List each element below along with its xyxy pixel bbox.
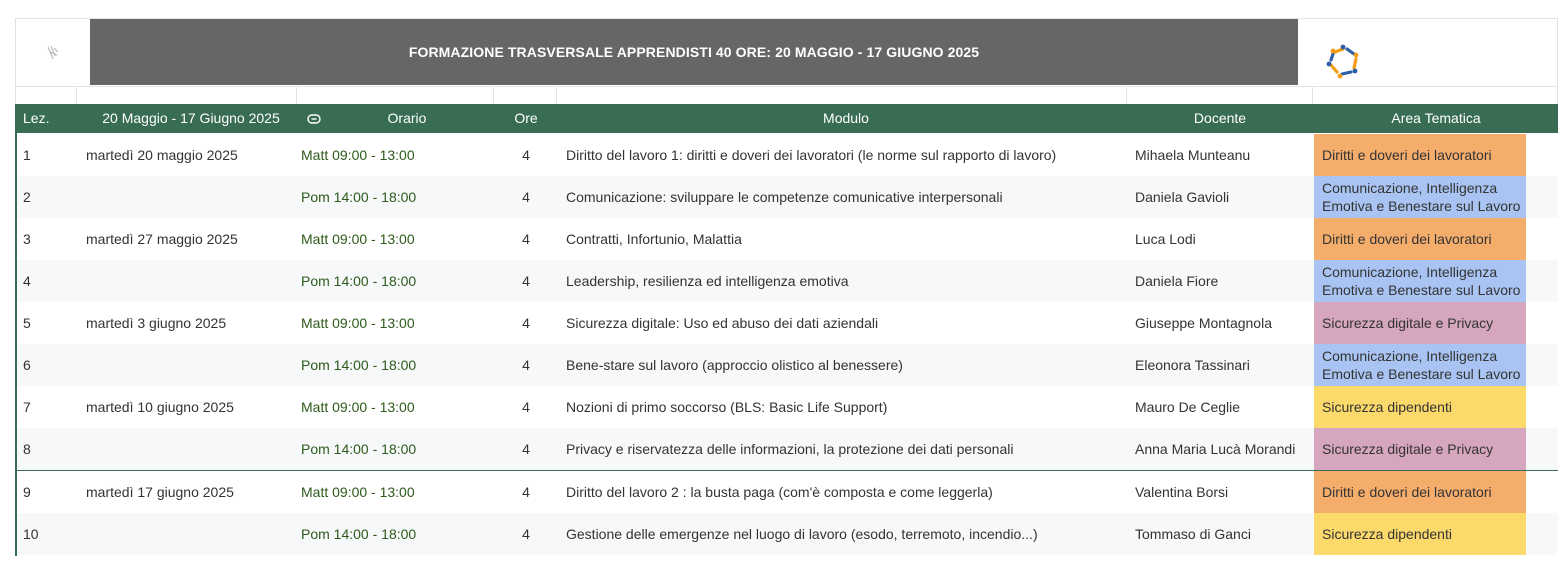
lesson-hours: 4 [522, 189, 530, 205]
lesson-hours: 4 [522, 441, 530, 457]
lesson-number: 6 [23, 357, 31, 373]
page-title: FORMAZIONE TRASVERSALE APPRENDISTI 40 ORE: 20 MAGGIO - 17 GIUGNO 2025 [408, 44, 980, 60]
lesson-number: 10 [23, 526, 39, 542]
filter-chip-icon[interactable] [307, 114, 321, 124]
lesson-hours: 4 [522, 231, 530, 247]
grid-line [76, 86, 77, 104]
lesson-time: Matt 09:00 - 13:00 [301, 484, 415, 500]
lesson-area: Diritti e doveri dei lavoratori [1314, 218, 1526, 260]
lesson-module: Privacy e riservatezza delle informazioni, la protezione dei dati personali [566, 441, 1014, 457]
table-header [17, 104, 1558, 133]
lesson-area: Sicurezza digitale e Privacy [1314, 428, 1526, 470]
lesson-date: martedì 20 maggio 2025 [86, 147, 238, 163]
lesson-teacher: Tommaso di Ganci [1135, 526, 1251, 542]
lesson-hours: 4 [522, 484, 530, 500]
page-title-banner [90, 19, 1298, 85]
lesson-time: Matt 09:00 - 13:00 [301, 231, 415, 247]
lesson-area: Sicurezza dipendenti [1314, 386, 1526, 428]
lesson-module: Diritto del lavoro 1: diritti e doveri dei lavoratori (le norme sul rapporto di lavoro) [566, 147, 1057, 163]
lesson-module: Gestione delle emergenze nel luogo di lavoro (esodo, terremoto, incendio...) [566, 526, 1038, 542]
lesson-teacher: Valentina Borsi [1135, 484, 1229, 500]
table-row [17, 344, 1558, 387]
grid-line [296, 86, 297, 104]
lesson-area: Sicurezza digitale e Privacy [1314, 302, 1526, 344]
table-row [17, 260, 1558, 303]
col-header-area: Area Tematica [1391, 110, 1481, 126]
lesson-area: Comunicazione, Intelligenza Emotiva e Benestare sul Lavoro [1314, 176, 1526, 218]
lesson-area: Comunicazione, Intelligenza Emotiva e Benestare sul Lavoro [1314, 260, 1526, 302]
lesson-number: 7 [23, 399, 31, 415]
grid-line [493, 86, 494, 104]
grid-line [1312, 86, 1313, 104]
col-header-lez: Lez. [23, 110, 50, 126]
lesson-time: Matt 09:00 - 13:00 [301, 399, 415, 415]
lesson-module: Bene-stare sul lavoro (approccio olistico al benessere) [566, 357, 903, 373]
lesson-date: martedì 10 giugno 2025 [86, 399, 234, 415]
lesson-number: 5 [23, 315, 31, 331]
lesson-hours: 4 [522, 357, 530, 373]
lesson-hours: 4 [522, 399, 530, 415]
lesson-time: Pom 14:00 - 18:00 [301, 273, 417, 289]
lesson-hours: 4 [522, 273, 530, 289]
table-row [17, 471, 1558, 513]
lesson-date [86, 428, 296, 470]
lesson-date [86, 344, 296, 386]
lesson-date: martedì 17 giugno 2025 [86, 484, 234, 500]
lesson-hours: 4 [522, 315, 530, 331]
lesson-teacher: Mauro De Ceglie [1135, 399, 1241, 415]
schedule-table [15, 104, 1560, 556]
lesson-date [86, 260, 296, 302]
people-circle-logo-icon [1325, 43, 1361, 79]
lesson-module: Sicurezza digitale: Uso ed abuso dei dati aziendali [566, 315, 879, 331]
lesson-time: Pom 14:00 - 18:00 [301, 441, 417, 457]
col-header-date: 20 Maggio - 17 Giugno 2025 [102, 110, 280, 126]
grid-line [1557, 18, 1558, 104]
grid-line [1126, 86, 1127, 104]
lesson-module: Diritto del lavoro 2 : la busta paga (com'è composta e come leggerla) [566, 484, 993, 500]
lesson-area: Comunicazione, Intelligenza Emotiva e Benestare sul Lavoro [1314, 344, 1526, 386]
lesson-module: Contratti, Infortunio, Malattia [566, 231, 742, 247]
lesson-number: 4 [23, 273, 31, 289]
lesson-teacher: Mihaela Munteanu [1135, 147, 1251, 163]
table-row [17, 513, 1558, 555]
col-header-docente: Docente [1193, 110, 1247, 126]
lesson-area: Diritti e doveri dei lavoratori [1314, 471, 1526, 513]
col-header-ore: Ore [514, 110, 538, 126]
table-row [17, 134, 1558, 176]
lesson-number: 8 [23, 441, 31, 457]
lesson-teacher: Daniela Gavioli [1135, 189, 1230, 205]
col-header-modulo: Modulo [823, 110, 869, 126]
table-row [17, 176, 1558, 219]
lesson-number: 3 [23, 231, 31, 247]
lesson-teacher: Giuseppe Montagnola [1135, 315, 1272, 331]
col-header-orario: Orario [387, 110, 427, 126]
lesson-teacher: Eleonora Tassinari [1135, 357, 1250, 373]
lesson-module: Nozioni di primo soccorso (BLS: Basic Life Support) [566, 399, 888, 415]
lesson-time: Pom 14:00 - 18:00 [301, 357, 417, 373]
lesson-time: Matt 09:00 - 13:00 [301, 147, 415, 163]
lesson-time: Matt 09:00 - 13:00 [301, 315, 415, 331]
lesson-date: martedì 27 maggio 2025 [86, 231, 238, 247]
lesson-area: Sicurezza dipendenti [1314, 513, 1526, 555]
lesson-hours: 4 [522, 526, 530, 542]
table-row [17, 386, 1558, 428]
table-row [17, 302, 1558, 344]
lesson-time: Pom 14:00 - 18:00 [301, 526, 417, 542]
table-row [17, 428, 1558, 471]
lesson-teacher: Luca Lodi [1135, 231, 1196, 247]
lesson-hours: 4 [522, 147, 530, 163]
lesson-date: martedì 3 giugno 2025 [86, 315, 227, 331]
lesson-area: Diritti e doveri dei lavoratori [1314, 134, 1526, 176]
lesson-module: Leadership, resilienza ed intelligenza emotiva [566, 273, 849, 289]
lesson-teacher: Anna Maria Lucà Morandi [1135, 441, 1296, 457]
logo-icon [44, 44, 62, 62]
lesson-module: Comunicazione: sviluppare le competenze comunicative interpersonali [566, 189, 1003, 205]
table-row [17, 218, 1558, 260]
lesson-teacher: Daniela Fiore [1135, 273, 1219, 289]
grid-line [556, 86, 557, 104]
lesson-date [86, 176, 296, 218]
lesson-number: 1 [23, 147, 31, 163]
lesson-date [86, 513, 296, 555]
lesson-number: 2 [23, 189, 31, 205]
lesson-number: 9 [23, 484, 31, 500]
grid-line [15, 86, 1558, 87]
lesson-time: Pom 14:00 - 18:00 [301, 189, 417, 205]
grid-line [15, 18, 16, 104]
